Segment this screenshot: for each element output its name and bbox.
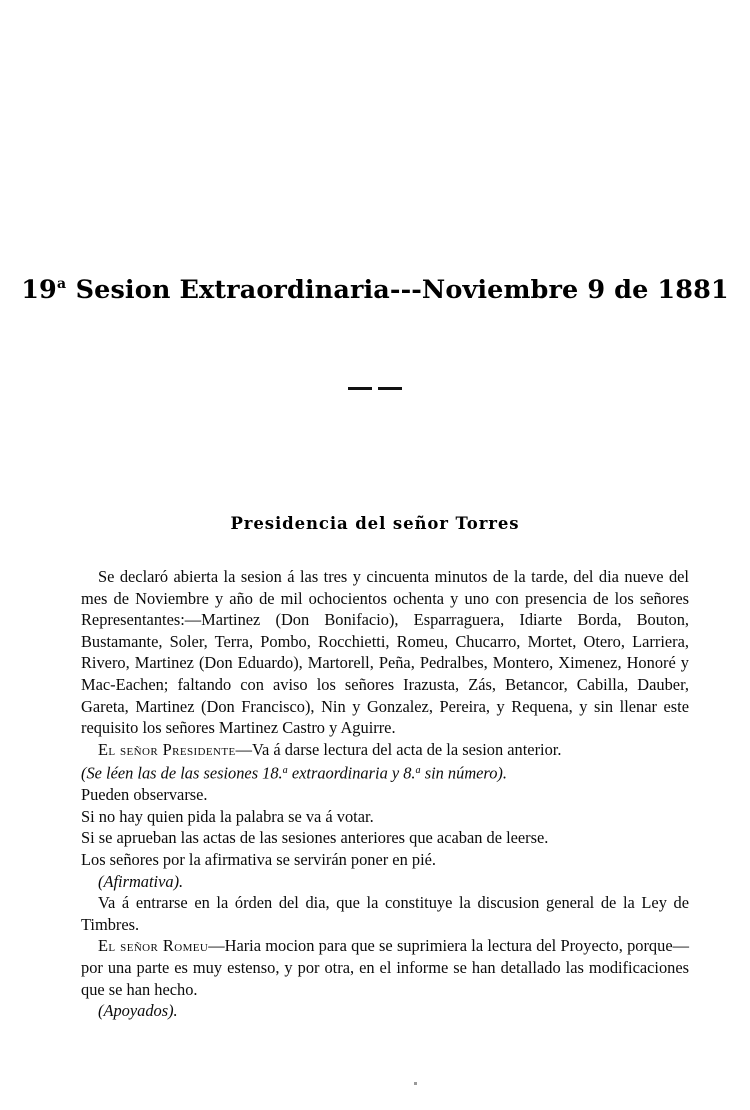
stage-direction-afirmativa: (Afirmativa).	[98, 871, 184, 891]
ornament-dash-left	[348, 387, 372, 390]
speaker-romeu: El señor Romeu	[98, 936, 209, 956]
speech-presidente: —Va á darse lectura del acta de la sesion anterior.	[235, 739, 562, 759]
speaker-presidente: El señor Presidente	[98, 739, 236, 759]
stage-lectura-part1: (Se léen las de las sesiones 18.	[81, 763, 283, 783]
page-title	[0, 275, 750, 305]
line-aprueban-actas: Si se aprueban las actas de las sesiones anteriores que acaban de leerse.	[81, 828, 549, 848]
presidency-heading: Presidencia del señor Torres	[230, 513, 520, 533]
line-pueden-observarse: Pueden observarse.	[81, 785, 208, 805]
paragraph-opening: Se declaró abierta la sesion á las tres y cincuenta minutos de la tarde, del dia nueve del mes de Noviembre y año de mil ochocientos ochenta y uno con presencia de los señores Representantes:—Martinez (Don Bonifacio), Esparraguera, Idiarte Borda, Bouton, Bustamante, Soler, Terra, Pombo, Rocchietti, Romeu, Chucarro, Mortet, Otero, Larriera, Rivero, Martinez (Don Eduardo), Martorell, Peña, Pedralbes, Montero, Ximenez, Honoré y Mac-Eachen; faltando con aviso los señores Irazusta, Zás, Betancor, Cabilla, Dauber, Gareta, Martinez (Don Francisco), Nin y Gonzalez, Pereira, y Requena, y sin llenar este requisito los señores Martinez Castro y Aguirre.	[81, 567, 689, 738]
stage-lectura-part3: sin número).	[420, 763, 507, 783]
paragraph-presidente	[81, 739, 689, 761]
session-number: 19	[21, 275, 57, 306]
line-pida-palabra-votar: Si no hay quien pida la palabra se va á votar.	[81, 806, 374, 826]
stage-lectura-ordinal-1: a	[282, 765, 288, 777]
ornament-dash-right	[378, 387, 402, 390]
stage-lectura-part2: extraordinaria y 8.	[287, 763, 416, 783]
stage-direction-apoyados: (Apoyados).	[98, 1001, 178, 1021]
body-text	[81, 566, 689, 1022]
stage-direction-lectura	[81, 760, 689, 784]
line-afirmativa-poner-en-pie: Los señores por la afirmativa se servirán poner en pié.	[81, 850, 436, 869]
speech-romeu: —Haria mocion para que se suprimiera la lectura del Proyecto, porque—por una parte es muy estenso, y por otra, en el informe se han detallado las modificaciones que se han hecho.	[81, 936, 689, 999]
session-title-rest: Sesion Extraordinaria---Noviembre 9 de 1881	[66, 275, 729, 306]
session-ordinal-suffix: a	[56, 275, 67, 292]
paragraph-orden-del-dia: Va á entrarse en la órden del dia, que la constituye la discusion general de la Ley de Timbres.	[81, 893, 689, 934]
paragraph-romeu	[81, 935, 689, 1000]
scan-artifact-speck	[414, 1082, 417, 1085]
stage-lectura-ordinal-2: a	[415, 765, 421, 777]
ornament-divider	[0, 379, 750, 389]
